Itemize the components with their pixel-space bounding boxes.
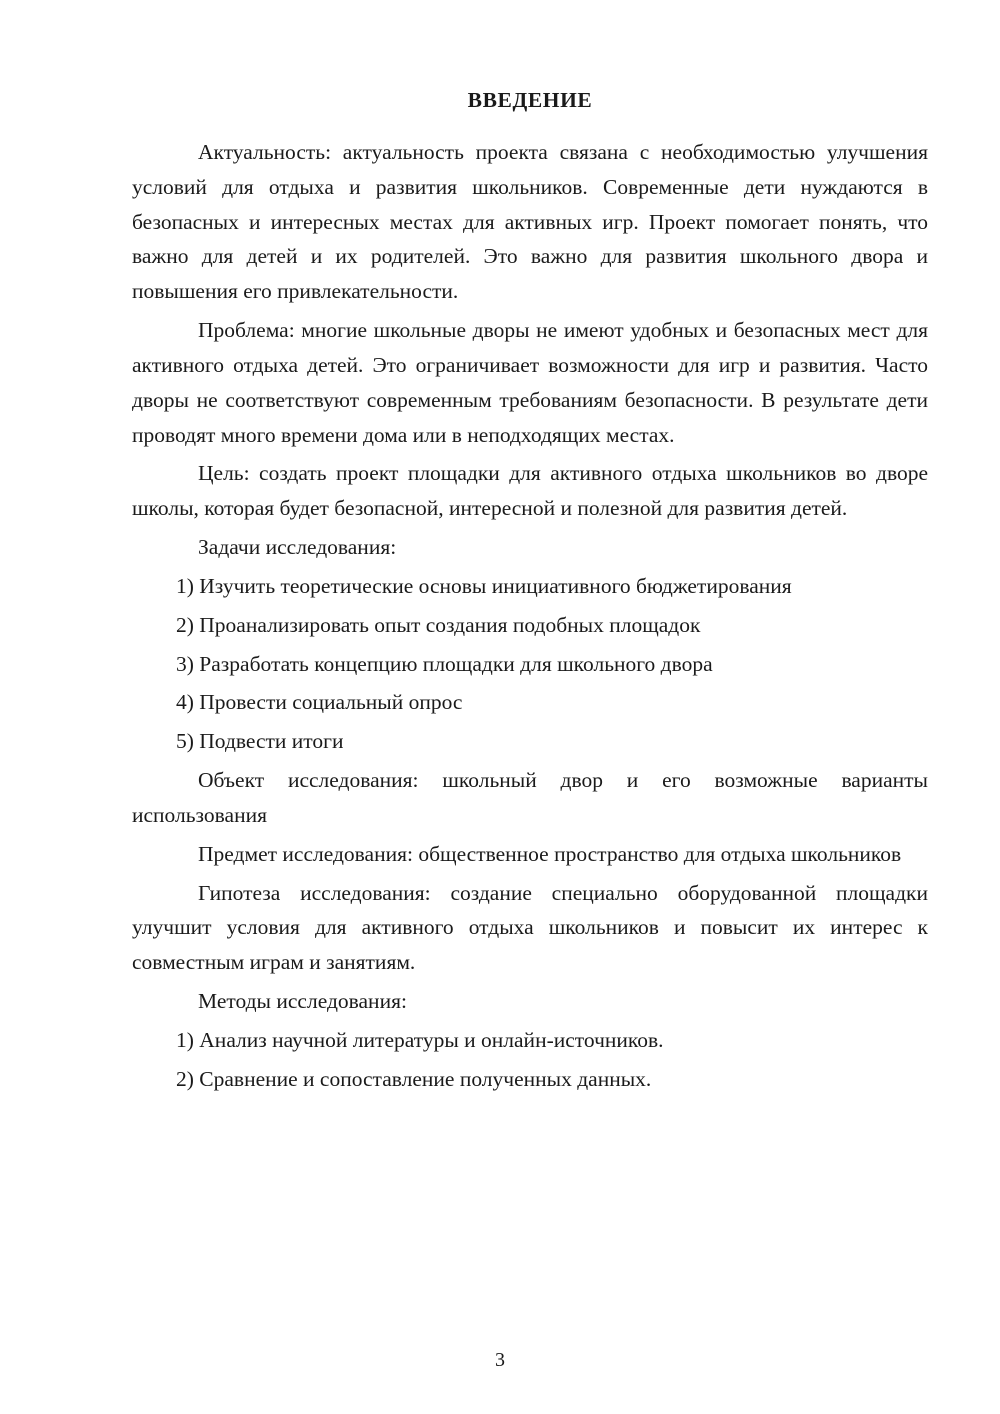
- label-tasks: Задачи исследования:: [198, 535, 397, 560]
- paragraph-object: Объект исследования: школьный двор и его возможные варианты использования: [132, 768, 928, 827]
- page-title: ВВЕДЕНИЕ: [467, 88, 593, 112]
- list-item: 3) Разработать концепцию площадки для школьного двора: [176, 651, 713, 676]
- paragraph-relevance: Актуальность: актуальность проекта связана с необходимостью улучшения условий для отдыха и развития школьников. Современные дети нуждаются в безопасных и интересных местах для активных игр. Проект помогает понять, что важно для детей и их родителей. Это важно для развития школьного двора и повышения его привлекательности.: [132, 140, 928, 304]
- list-item: 1) Изучить теоретические основы инициативного бюджетирования: [176, 573, 792, 598]
- list-item: 4) Провести социальный опрос: [176, 690, 463, 715]
- list-item: 1) Анализ научной литературы и онлайн-источников.: [176, 1027, 664, 1052]
- paragraph-problem: Проблема: многие школьные дворы не имеют удобных и безопасных мест для активного отдыха детей. Это ограничивает возможности для игр и развития. Часто дворы не соответствуют современным требованиям безопасности. В результате дети проводят много времени дома или в неподходящих местах.: [132, 318, 928, 447]
- paragraph-hypothesis: Гипотеза исследования: создание специально оборудованной площадки улучшит условия для активного отдыха школьников и повысит их интерес к совместным играм и занятиям.: [132, 880, 928, 975]
- page-number: 3: [495, 1349, 505, 1371]
- list-item: 2) Проанализировать опыт создания подобных площадок: [176, 612, 701, 637]
- paragraph-goal: Цель: создать проект площадки для активного отдыха школьников во дворе школы, которая будет безопасной, интересной и полезной для развития детей.: [132, 461, 928, 521]
- list-item: 5) Подвести итоги: [176, 729, 344, 754]
- label-methods: Методы исследования:: [198, 989, 407, 1014]
- list-item: 2) Сравнение и сопоставление полученных данных.: [176, 1066, 652, 1091]
- paragraph-subject: Предмет исследования: общественное пространство для отдыха школьников: [198, 841, 902, 866]
